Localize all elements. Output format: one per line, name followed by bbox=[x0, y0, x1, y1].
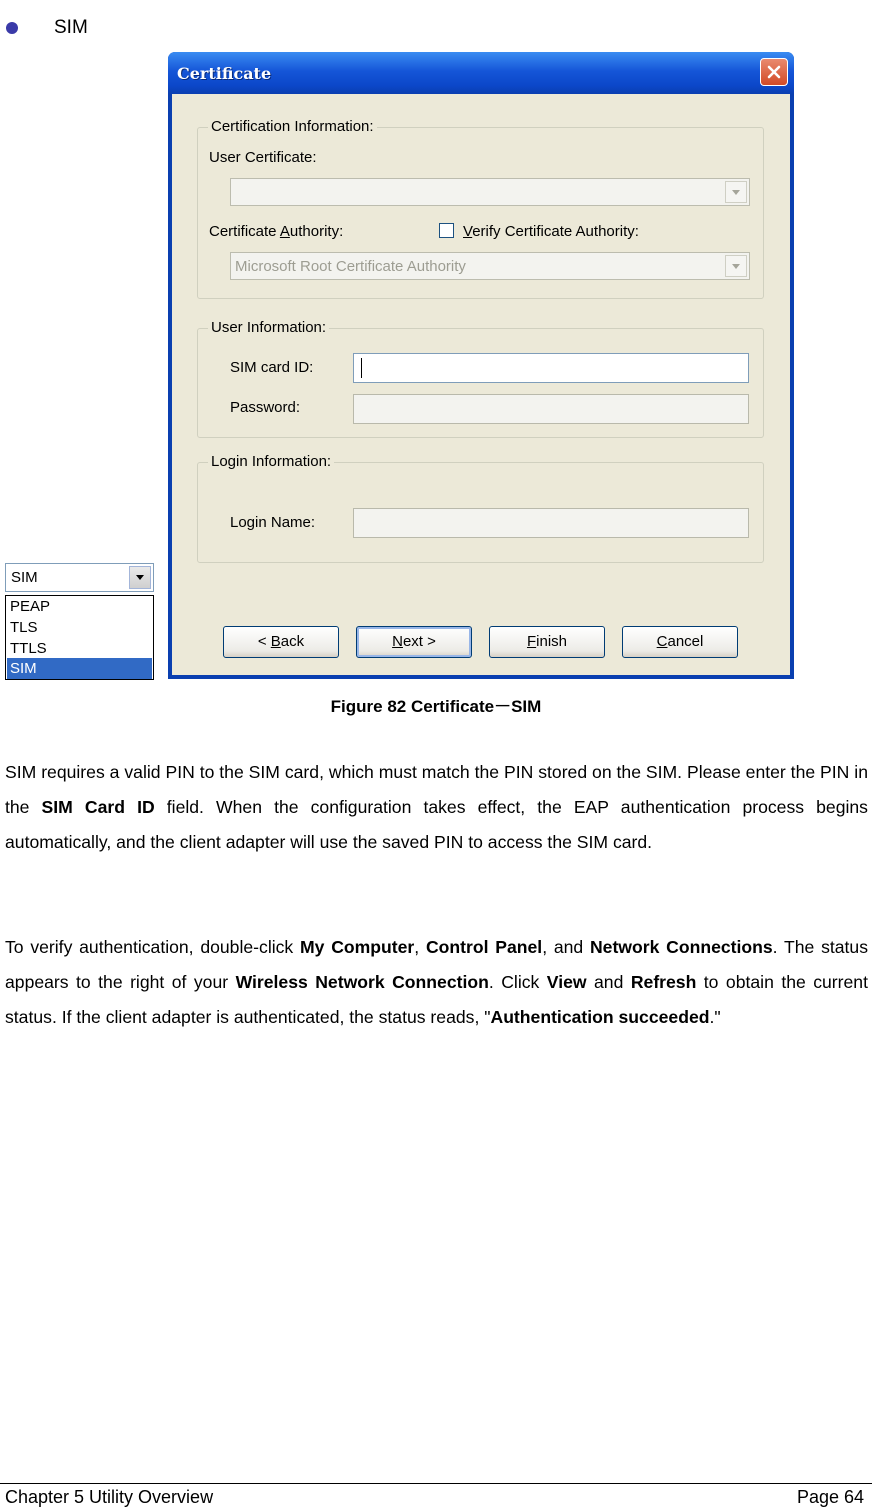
dialog-titlebar bbox=[168, 52, 794, 94]
bullet-icon bbox=[6, 22, 18, 34]
paragraph-sim-pin: SIM requires a valid PIN to the SIM card, which must match the PIN stored on the SIM. Please enter the PIN in the SIM Card ID field. When the configuration takes effect, the EAP authentication process begins automatically, and the client adapter will use the saved PIN to access the SIM card. bbox=[5, 762, 868, 852]
paragraph-verify: To verify authentication, double-click My Computer, Control Panel, and Network Connections. The status appears to the right of your Wireless Network Connection. Click View and Refresh to obtain the current status. If the client adapter is authenticated, the status reads, "Authentication succeeded." bbox=[5, 937, 869, 1027]
dialog-client-area bbox=[172, 94, 790, 675]
eap-option-tls[interactable]: TLS bbox=[10, 619, 38, 636]
verify-ca-label[interactable]: Verify Certificate Authority: bbox=[463, 223, 639, 240]
password-input[interactable] bbox=[353, 394, 749, 424]
sim-card-id-input[interactable] bbox=[353, 353, 749, 383]
sim-card-id-label: SIM card ID: bbox=[230, 359, 314, 376]
footer-page-number: Page 64 bbox=[796, 1487, 864, 1507]
eap-option-sim[interactable]: SIM bbox=[7, 658, 152, 679]
eap-option-ttls[interactable]: TTLS bbox=[10, 640, 47, 657]
user-certificate-select[interactable] bbox=[230, 178, 750, 206]
chevron-down-icon[interactable] bbox=[725, 181, 747, 203]
password-label: Password: bbox=[230, 399, 301, 416]
close-icon bbox=[767, 65, 781, 79]
footer-chapter: Chapter 5 Utility Overview bbox=[5, 1487, 214, 1507]
back-button[interactable]: < Back bbox=[223, 626, 339, 658]
group-title: Certification Information: bbox=[208, 118, 377, 135]
chevron-down-icon[interactable] bbox=[129, 566, 151, 589]
next-button[interactable]: Next > bbox=[356, 626, 472, 658]
section-heading: SIM bbox=[54, 17, 88, 38]
close-button[interactable] bbox=[760, 58, 788, 86]
group-title: Login Information: bbox=[208, 453, 334, 470]
certificate-dialog bbox=[168, 52, 794, 679]
chevron-down-icon[interactable] bbox=[725, 255, 747, 277]
user-certificate-label: User Certificate: bbox=[209, 149, 317, 166]
text-caret bbox=[361, 358, 362, 378]
footer-divider bbox=[0, 1483, 872, 1484]
certificate-authority-select[interactable]: Microsoft Root Certificate Authority bbox=[230, 252, 750, 280]
cancel-button[interactable]: Cancel bbox=[622, 626, 738, 658]
certificate-authority-label: Certificate Authority: bbox=[209, 223, 344, 240]
dialog-title: Certificate bbox=[177, 64, 272, 83]
eap-type-list bbox=[5, 595, 154, 680]
login-name-label: Login Name: bbox=[230, 514, 316, 531]
eap-type-select[interactable]: SIM bbox=[5, 563, 154, 592]
login-name-input[interactable] bbox=[353, 508, 749, 538]
group-title: User Information: bbox=[208, 319, 329, 336]
verify-ca-checkbox[interactable] bbox=[439, 223, 454, 238]
finish-button[interactable]: Finish bbox=[489, 626, 605, 658]
eap-option-peap[interactable]: PEAP bbox=[10, 598, 51, 615]
figure-caption: Figure 82 Certificate－SIM bbox=[330, 697, 542, 716]
